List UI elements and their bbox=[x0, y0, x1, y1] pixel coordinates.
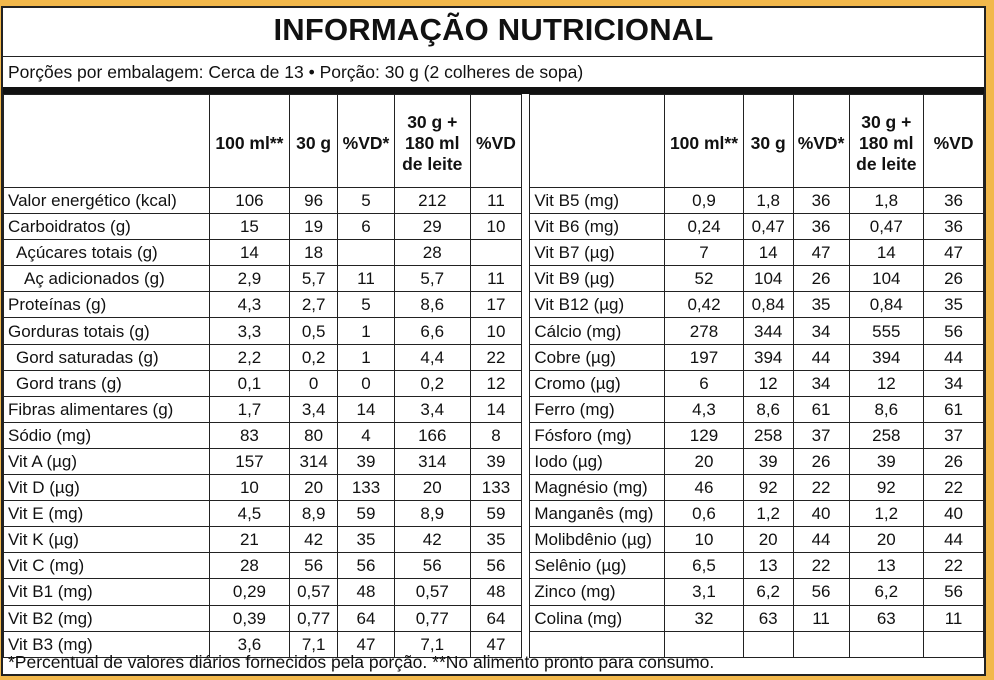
nutrient-value: 35 bbox=[338, 527, 395, 553]
column-gap bbox=[522, 396, 530, 422]
nutrient-value: 34 bbox=[924, 370, 984, 396]
nutrient-value: 14 bbox=[338, 396, 395, 422]
nutrient-name: Vit B3 (mg) bbox=[4, 631, 210, 657]
nutrient-name: Iodo (µg) bbox=[530, 448, 665, 474]
nutrient-value: 56 bbox=[793, 579, 849, 605]
nutrient-value: 15 bbox=[209, 214, 290, 240]
nutrient-value: 14 bbox=[743, 240, 793, 266]
table-row bbox=[4, 214, 984, 240]
nutrient-value: 2,2 bbox=[209, 344, 290, 370]
nutrient-value: 0,1 bbox=[209, 370, 290, 396]
table-row bbox=[4, 370, 984, 396]
nutrient-name: Sódio (mg) bbox=[4, 422, 210, 448]
nutrient-value: 96 bbox=[290, 188, 338, 214]
nutrient-value: 0,9 bbox=[665, 188, 744, 214]
nutrient-value: 314 bbox=[394, 448, 470, 474]
nutrient-value: 10 bbox=[209, 475, 290, 501]
nutrient-value: 278 bbox=[665, 318, 744, 344]
table-row bbox=[4, 318, 984, 344]
table-row bbox=[4, 240, 984, 266]
table-row bbox=[4, 396, 984, 422]
nutrient-name: Colina (mg) bbox=[530, 605, 665, 631]
nutrient-value: 61 bbox=[924, 396, 984, 422]
nutrient-value: 20 bbox=[394, 475, 470, 501]
column-gap bbox=[522, 605, 530, 631]
nutrient-value: 394 bbox=[743, 344, 793, 370]
nutrient-value: 4,5 bbox=[209, 501, 290, 527]
nutrient-value: 4,3 bbox=[665, 396, 744, 422]
nutrient-value: 3,4 bbox=[394, 396, 470, 422]
nutrient-name: Fósforo (mg) bbox=[530, 422, 665, 448]
nutrient-value: 18 bbox=[290, 240, 338, 266]
header-30g-right: 30 g bbox=[743, 95, 793, 188]
nutrient-value: 6,5 bbox=[665, 553, 744, 579]
nutrient-value: 20 bbox=[849, 527, 924, 553]
column-gap bbox=[522, 214, 530, 240]
nutrient-value: 1,8 bbox=[849, 188, 924, 214]
column-gap bbox=[522, 579, 530, 605]
column-gap bbox=[522, 370, 530, 396]
table-row bbox=[4, 501, 984, 527]
nutrient-value: 0,84 bbox=[743, 292, 793, 318]
nutrient-value: 3,1 bbox=[665, 579, 744, 605]
nutrient-value: 35 bbox=[793, 292, 849, 318]
nutrient-value: 35 bbox=[924, 292, 984, 318]
nutrient-value: 6,2 bbox=[849, 579, 924, 605]
nutrient-value: 8,9 bbox=[394, 501, 470, 527]
nutrient-value: 1,2 bbox=[849, 501, 924, 527]
nutrient-value: 5,7 bbox=[394, 266, 470, 292]
nutrient-name: Carboidratos (g) bbox=[4, 214, 210, 240]
nutrient-value: 12 bbox=[743, 370, 793, 396]
nutrient-value: 157 bbox=[209, 448, 290, 474]
nutrient-value: 197 bbox=[665, 344, 744, 370]
nutrient-value: 20 bbox=[743, 527, 793, 553]
nutrient-value: 2,9 bbox=[209, 266, 290, 292]
nutrient-value bbox=[924, 631, 984, 657]
nutrient-value: 20 bbox=[665, 448, 744, 474]
nutrient-value: 42 bbox=[394, 527, 470, 553]
column-gap bbox=[522, 501, 530, 527]
nutrient-value: 14 bbox=[209, 240, 290, 266]
nutrient-value: 40 bbox=[793, 501, 849, 527]
nutrient-value: 11 bbox=[924, 605, 984, 631]
nutrient-value: 7,1 bbox=[394, 631, 470, 657]
nutrient-value: 13 bbox=[849, 553, 924, 579]
nutrient-value: 1 bbox=[338, 318, 395, 344]
nutrient-value: 52 bbox=[665, 266, 744, 292]
nutrient-value: 11 bbox=[338, 266, 395, 292]
column-gap bbox=[522, 266, 530, 292]
nutrient-value: 36 bbox=[793, 188, 849, 214]
nutrient-value: 22 bbox=[793, 475, 849, 501]
nutrient-name: Selênio (µg) bbox=[530, 553, 665, 579]
header-with-milk: 30 g + 180 ml de leite bbox=[394, 95, 470, 188]
table-row bbox=[4, 448, 984, 474]
nutrient-value: 36 bbox=[924, 188, 984, 214]
nutrient-value: 8,6 bbox=[743, 396, 793, 422]
nutrient-value: 29 bbox=[394, 214, 470, 240]
nutrient-value: 0,57 bbox=[394, 579, 470, 605]
nutrient-value: 5,7 bbox=[290, 266, 338, 292]
nutrient-value: 0 bbox=[338, 370, 395, 396]
nutrient-value: 28 bbox=[394, 240, 470, 266]
nutrient-value: 47 bbox=[793, 240, 849, 266]
nutrition-title: INFORMAÇÃO NUTRICIONAL bbox=[273, 12, 714, 47]
title-divider bbox=[3, 56, 984, 57]
nutrient-value: 63 bbox=[849, 605, 924, 631]
nutrient-value: 56 bbox=[924, 318, 984, 344]
nutrient-value: 6,6 bbox=[394, 318, 470, 344]
nutrient-value: 0,29 bbox=[209, 579, 290, 605]
nutrient-name: Manganês (mg) bbox=[530, 501, 665, 527]
nutrient-name: Ferro (mg) bbox=[530, 396, 665, 422]
nutrient-value: 26 bbox=[924, 448, 984, 474]
nutrient-value: 39 bbox=[338, 448, 395, 474]
nutrient-name: Vit C (mg) bbox=[4, 553, 210, 579]
nutrient-value bbox=[849, 631, 924, 657]
nutrient-value: 106 bbox=[209, 188, 290, 214]
nutrient-name: Fibras alimentares (g) bbox=[4, 396, 210, 422]
nutrient-value: 8,9 bbox=[290, 501, 338, 527]
nutrient-value: 8,6 bbox=[849, 396, 924, 422]
nutrient-name: Vit E (mg) bbox=[4, 501, 210, 527]
nutrient-value: 36 bbox=[924, 214, 984, 240]
nutrient-value: 394 bbox=[849, 344, 924, 370]
nutrient-value: 47 bbox=[924, 240, 984, 266]
table-row bbox=[4, 579, 984, 605]
nutrient-value: 39 bbox=[849, 448, 924, 474]
nutrient-value: 0,2 bbox=[290, 344, 338, 370]
column-gap bbox=[522, 95, 530, 188]
header-100ml: 100 ml** bbox=[209, 95, 290, 188]
nutrient-value: 42 bbox=[290, 527, 338, 553]
column-gap bbox=[522, 527, 530, 553]
nutrient-value: 11 bbox=[470, 188, 522, 214]
nutrient-value: 0,84 bbox=[849, 292, 924, 318]
nutrient-value: 22 bbox=[470, 344, 522, 370]
nutrient-value: 5 bbox=[338, 292, 395, 318]
header-vd: %VD* bbox=[338, 95, 395, 188]
nutrient-value: 1,8 bbox=[743, 188, 793, 214]
nutrient-value: 104 bbox=[849, 266, 924, 292]
header-30g: 30 g bbox=[290, 95, 338, 188]
nutrient-value: 80 bbox=[290, 422, 338, 448]
nutrient-value: 12 bbox=[470, 370, 522, 396]
nutrient-value: 26 bbox=[924, 266, 984, 292]
nutrient-value: 0,42 bbox=[665, 292, 744, 318]
nutrient-value: 35 bbox=[470, 527, 522, 553]
nutrient-value: 22 bbox=[924, 553, 984, 579]
nutrient-value: 14 bbox=[470, 396, 522, 422]
table-row bbox=[4, 605, 984, 631]
table-row bbox=[4, 553, 984, 579]
nutrition-facts-panel bbox=[1, 6, 986, 676]
header-with-milk-right: 30 g + 180 ml de leite bbox=[849, 95, 924, 188]
header-vd-milk-right: %VD bbox=[924, 95, 984, 188]
nutrient-value: 6 bbox=[338, 214, 395, 240]
nutrient-value: 3,4 bbox=[290, 396, 338, 422]
nutrient-name: Cálcio (mg) bbox=[530, 318, 665, 344]
nutrient-value: 1 bbox=[338, 344, 395, 370]
nutrient-name: Vit K (µg) bbox=[4, 527, 210, 553]
nutrient-value: 4 bbox=[338, 422, 395, 448]
nutrient-name: Aç adicionados (g) bbox=[4, 266, 210, 292]
column-gap bbox=[522, 188, 530, 214]
nutrient-value: 47 bbox=[470, 631, 522, 657]
nutrient-value: 0,77 bbox=[394, 605, 470, 631]
nutrient-value: 48 bbox=[338, 579, 395, 605]
nutrient-value: 212 bbox=[394, 188, 470, 214]
nutrient-value: 56 bbox=[290, 553, 338, 579]
nutrient-value: 0,6 bbox=[665, 501, 744, 527]
column-gap bbox=[522, 318, 530, 344]
nutrient-value: 0,39 bbox=[209, 605, 290, 631]
nutrient-value: 34 bbox=[793, 370, 849, 396]
nutrient-value: 59 bbox=[470, 501, 522, 527]
nutrient-name: Açúcares totais (g) bbox=[4, 240, 210, 266]
nutrient-value: 8,6 bbox=[394, 292, 470, 318]
nutrient-value: 83 bbox=[209, 422, 290, 448]
nutrient-value: 3,3 bbox=[209, 318, 290, 344]
nutrient-value: 26 bbox=[793, 266, 849, 292]
nutrient-value: 46 bbox=[665, 475, 744, 501]
nutrient-value: 44 bbox=[924, 527, 984, 553]
nutrient-value: 22 bbox=[793, 553, 849, 579]
nutrient-value: 36 bbox=[793, 214, 849, 240]
nutrient-value: 0,2 bbox=[394, 370, 470, 396]
nutrient-value: 37 bbox=[793, 422, 849, 448]
nutrient-value: 166 bbox=[394, 422, 470, 448]
nutrient-name: Valor energético (kcal) bbox=[4, 188, 210, 214]
nutrient-value: 19 bbox=[290, 214, 338, 240]
nutrient-name: Vit B2 (mg) bbox=[4, 605, 210, 631]
nutrient-value: 0,77 bbox=[290, 605, 338, 631]
serving-info: Porções por embalagem: Cerca de 13 • Porção: 30 g (2 colheres de sopa) bbox=[8, 62, 584, 82]
nutrient-value: 28 bbox=[209, 553, 290, 579]
column-gap bbox=[522, 344, 530, 370]
nutrition-table bbox=[3, 94, 984, 658]
nutrient-value bbox=[743, 631, 793, 657]
nutrient-value: 0 bbox=[290, 370, 338, 396]
nutrient-name: Vit B12 (µg) bbox=[530, 292, 665, 318]
table-row bbox=[4, 344, 984, 370]
nutrient-value: 13 bbox=[743, 553, 793, 579]
nutrient-value: 11 bbox=[793, 605, 849, 631]
column-gap bbox=[522, 553, 530, 579]
table-row bbox=[4, 475, 984, 501]
nutrient-name: Vit B9 (µg) bbox=[530, 266, 665, 292]
nutrient-value: 14 bbox=[849, 240, 924, 266]
nutrient-value: 10 bbox=[665, 527, 744, 553]
nutrient-value: 0,47 bbox=[849, 214, 924, 240]
nutrient-value: 26 bbox=[793, 448, 849, 474]
nutrient-name: Vit D (µg) bbox=[4, 475, 210, 501]
nutrient-value: 21 bbox=[209, 527, 290, 553]
table-row bbox=[4, 188, 984, 214]
nutrient-value: 59 bbox=[338, 501, 395, 527]
nutrient-value bbox=[338, 240, 395, 266]
nutrient-value: 8 bbox=[470, 422, 522, 448]
nutrient-value: 129 bbox=[665, 422, 744, 448]
nutrient-name: Cromo (µg) bbox=[530, 370, 665, 396]
nutrient-value: 314 bbox=[290, 448, 338, 474]
nutrient-value: 6 bbox=[665, 370, 744, 396]
nutrient-name: Cobre (µg) bbox=[530, 344, 665, 370]
nutrient-value: 92 bbox=[849, 475, 924, 501]
nutrient-value bbox=[470, 240, 522, 266]
nutrient-value: 37 bbox=[924, 422, 984, 448]
nutrient-value: 39 bbox=[743, 448, 793, 474]
nutrient-name: Zinco (mg) bbox=[530, 579, 665, 605]
nutrient-value: 44 bbox=[793, 527, 849, 553]
nutrient-value: 61 bbox=[793, 396, 849, 422]
nutrient-name: Molibdênio (µg) bbox=[530, 527, 665, 553]
nutrient-value: 11 bbox=[470, 266, 522, 292]
nutrient-value: 48 bbox=[470, 579, 522, 605]
nutrient-name: Gord saturadas (g) bbox=[4, 344, 210, 370]
nutrient-value: 56 bbox=[338, 553, 395, 579]
nutrient-value: 4,4 bbox=[394, 344, 470, 370]
header-vd-right: %VD* bbox=[793, 95, 849, 188]
nutrient-value: 6,2 bbox=[743, 579, 793, 605]
column-gap bbox=[522, 475, 530, 501]
nutrient-value: 10 bbox=[470, 214, 522, 240]
nutrient-value: 56 bbox=[394, 553, 470, 579]
nutrient-value: 133 bbox=[338, 475, 395, 501]
nutrient-value: 7,1 bbox=[290, 631, 338, 657]
table-row bbox=[4, 527, 984, 553]
nutrient-name: Gorduras totais (g) bbox=[4, 318, 210, 344]
nutrient-value: 0,47 bbox=[743, 214, 793, 240]
nutrient-value: 56 bbox=[924, 579, 984, 605]
table-row bbox=[4, 266, 984, 292]
column-gap bbox=[522, 448, 530, 474]
header-vd-milk: %VD bbox=[470, 95, 522, 188]
header-100ml-right: 100 ml** bbox=[665, 95, 744, 188]
nutrient-value: 4,3 bbox=[209, 292, 290, 318]
nutrient-value: 104 bbox=[743, 266, 793, 292]
table-row bbox=[4, 422, 984, 448]
table-header-row bbox=[4, 95, 984, 188]
nutrient-value: 258 bbox=[743, 422, 793, 448]
nutrient-value: 5 bbox=[338, 188, 395, 214]
nutrient-value: 44 bbox=[924, 344, 984, 370]
header-blank-left bbox=[4, 95, 210, 188]
nutrient-name: Vit B6 (mg) bbox=[530, 214, 665, 240]
nutrient-value: 555 bbox=[849, 318, 924, 344]
nutrient-value: 64 bbox=[470, 605, 522, 631]
nutrient-value: 0,5 bbox=[290, 318, 338, 344]
nutrient-value bbox=[793, 631, 849, 657]
nutrient-value: 20 bbox=[290, 475, 338, 501]
nutrient-value: 7 bbox=[665, 240, 744, 266]
nutrient-value: 63 bbox=[743, 605, 793, 631]
column-gap bbox=[522, 292, 530, 318]
nutrient-value: 44 bbox=[793, 344, 849, 370]
nutrient-value: 133 bbox=[470, 475, 522, 501]
table-row bbox=[4, 292, 984, 318]
column-gap bbox=[522, 422, 530, 448]
footnote: *Percentual de valores diários fornecidos pela porção. **No alimento pronto para consumo. bbox=[8, 652, 715, 672]
nutrient-name: Gord trans (g) bbox=[4, 370, 210, 396]
header-blank-right bbox=[530, 95, 665, 188]
column-gap bbox=[522, 240, 530, 266]
nutrient-value: 1,2 bbox=[743, 501, 793, 527]
nutrient-value: 1,7 bbox=[209, 396, 290, 422]
nutrient-name: Vit A (µg) bbox=[4, 448, 210, 474]
nutrient-name: Vit B1 (mg) bbox=[4, 579, 210, 605]
nutrient-value: 2,7 bbox=[290, 292, 338, 318]
nutrient-value: 40 bbox=[924, 501, 984, 527]
nutrient-value: 0,57 bbox=[290, 579, 338, 605]
nutrient-value: 92 bbox=[743, 475, 793, 501]
nutrient-value: 3,6 bbox=[209, 631, 290, 657]
nutrient-value: 34 bbox=[793, 318, 849, 344]
nutrient-value: 64 bbox=[338, 605, 395, 631]
nutrient-value: 47 bbox=[338, 631, 395, 657]
nutrient-value: 56 bbox=[470, 553, 522, 579]
nutrient-value: 258 bbox=[849, 422, 924, 448]
thick-divider bbox=[3, 87, 984, 94]
nutrient-value: 22 bbox=[924, 475, 984, 501]
nutrient-value: 344 bbox=[743, 318, 793, 344]
nutrient-name: Proteínas (g) bbox=[4, 292, 210, 318]
nutrient-value: 0,24 bbox=[665, 214, 744, 240]
nutrient-name: Magnésio (mg) bbox=[530, 475, 665, 501]
nutrient-value: 12 bbox=[849, 370, 924, 396]
nutrient-name: Vit B7 (µg) bbox=[530, 240, 665, 266]
nutrient-name: Vit B5 (mg) bbox=[530, 188, 665, 214]
nutrient-value: 10 bbox=[470, 318, 522, 344]
nutrient-value: 17 bbox=[470, 292, 522, 318]
nutrient-value: 39 bbox=[470, 448, 522, 474]
nutrient-value: 32 bbox=[665, 605, 744, 631]
